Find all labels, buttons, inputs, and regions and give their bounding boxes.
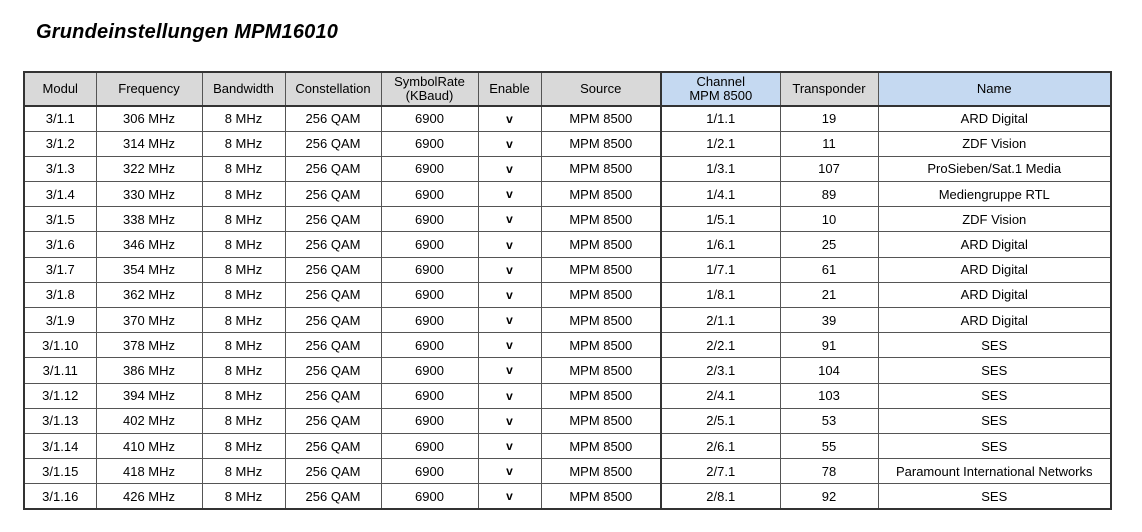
cell-modul: 3/1.7 — [24, 257, 96, 282]
cell-name: SES — [878, 484, 1111, 509]
cell-channel: 1/7.1 — [661, 257, 780, 282]
cell-modul: 3/1.15 — [24, 459, 96, 484]
cell-source: MPM 8500 — [541, 131, 661, 156]
cell-constellation: 256 QAM — [285, 106, 381, 131]
cell-constellation: 256 QAM — [285, 308, 381, 333]
cell-transponder: 11 — [780, 131, 878, 156]
table-row — [24, 282, 1111, 307]
cell-source: MPM 8500 — [541, 182, 661, 207]
cell-name: ARD Digital — [878, 308, 1111, 333]
cell-source: MPM 8500 — [541, 308, 661, 333]
cell-transponder: 39 — [780, 308, 878, 333]
cell-frequency: 362 MHz — [96, 282, 202, 307]
cell-channel: 1/8.1 — [661, 282, 780, 307]
cell-bandwidth: 8 MHz — [202, 131, 285, 156]
cell-symbolrate: 6900 — [381, 182, 478, 207]
cell-channel: 1/2.1 — [661, 131, 780, 156]
cell-name: ZDF Vision — [878, 131, 1111, 156]
cell-symbolrate: 6900 — [381, 232, 478, 257]
table-row — [24, 106, 1111, 131]
table-row — [24, 182, 1111, 207]
cell-modul: 3/1.6 — [24, 232, 96, 257]
cell-constellation: 256 QAM — [285, 484, 381, 509]
cell-enable: v — [478, 484, 541, 509]
cell-channel: 1/4.1 — [661, 182, 780, 207]
cell-channel: 2/8.1 — [661, 484, 780, 509]
cell-frequency: 370 MHz — [96, 308, 202, 333]
cell-source: MPM 8500 — [541, 156, 661, 181]
table-row — [24, 358, 1111, 383]
header-enable: Enable — [478, 72, 541, 106]
cell-transponder: 55 — [780, 433, 878, 458]
cell-transponder: 21 — [780, 282, 878, 307]
cell-frequency: 322 MHz — [96, 156, 202, 181]
cell-constellation: 256 QAM — [285, 207, 381, 232]
header-channel — [661, 72, 780, 106]
cell-frequency: 338 MHz — [96, 207, 202, 232]
cell-symbolrate: 6900 — [381, 358, 478, 383]
cell-transponder: 91 — [780, 333, 878, 358]
header-constellation: Constellation — [285, 72, 381, 106]
cell-name: SES — [878, 383, 1111, 408]
table-row — [24, 383, 1111, 408]
cell-enable: v — [478, 333, 541, 358]
cell-bandwidth: 8 MHz — [202, 484, 285, 509]
cell-name: ARD Digital — [878, 257, 1111, 282]
cell-enable: v — [478, 131, 541, 156]
cell-enable: v — [478, 156, 541, 181]
header-symbolrate — [381, 72, 478, 106]
cell-bandwidth: 8 MHz — [202, 232, 285, 257]
cell-channel: 1/6.1 — [661, 232, 780, 257]
cell-frequency: 378 MHz — [96, 333, 202, 358]
cell-modul: 3/1.12 — [24, 383, 96, 408]
cell-frequency: 418 MHz — [96, 459, 202, 484]
cell-bandwidth: 8 MHz — [202, 282, 285, 307]
cell-source: MPM 8500 — [541, 459, 661, 484]
cell-bandwidth: 8 MHz — [202, 106, 285, 131]
cell-symbolrate: 6900 — [381, 131, 478, 156]
cell-modul: 3/1.13 — [24, 408, 96, 433]
cell-name: ProSieben/Sat.1 Media — [878, 156, 1111, 181]
cell-modul: 3/1.3 — [24, 156, 96, 181]
cell-frequency: 354 MHz — [96, 257, 202, 282]
cell-symbolrate: 6900 — [381, 333, 478, 358]
cell-name: SES — [878, 333, 1111, 358]
table-row — [24, 484, 1111, 509]
cell-channel: 1/1.1 — [661, 106, 780, 131]
cell-modul: 3/1.2 — [24, 131, 96, 156]
header-source: Source — [541, 72, 661, 106]
cell-modul: 3/1.10 — [24, 333, 96, 358]
cell-transponder: 53 — [780, 408, 878, 433]
cell-channel: 2/1.1 — [661, 308, 780, 333]
cell-enable: v — [478, 232, 541, 257]
cell-source: MPM 8500 — [541, 383, 661, 408]
cell-bandwidth: 8 MHz — [202, 459, 285, 484]
header-name: Name — [878, 72, 1111, 106]
cell-transponder: 19 — [780, 106, 878, 131]
cell-modul: 3/1.1 — [24, 106, 96, 131]
cell-constellation: 256 QAM — [285, 358, 381, 383]
cell-modul: 3/1.11 — [24, 358, 96, 383]
cell-source: MPM 8500 — [541, 408, 661, 433]
cell-constellation: 256 QAM — [285, 156, 381, 181]
cell-frequency: 330 MHz — [96, 182, 202, 207]
cell-constellation: 256 QAM — [285, 408, 381, 433]
cell-bandwidth: 8 MHz — [202, 257, 285, 282]
cell-symbolrate: 6900 — [381, 257, 478, 282]
cell-bandwidth: 8 MHz — [202, 433, 285, 458]
cell-bandwidth: 8 MHz — [202, 207, 285, 232]
cell-enable: v — [478, 459, 541, 484]
cell-transponder: 10 — [780, 207, 878, 232]
header-frequency: Frequency — [96, 72, 202, 106]
table-row — [24, 308, 1111, 333]
cell-modul: 3/1.4 — [24, 182, 96, 207]
cell-name: SES — [878, 433, 1111, 458]
cell-enable: v — [478, 383, 541, 408]
cell-channel: 1/3.1 — [661, 156, 780, 181]
cell-name: ARD Digital — [878, 106, 1111, 131]
cell-channel: 2/4.1 — [661, 383, 780, 408]
table-row — [24, 459, 1111, 484]
cell-frequency: 306 MHz — [96, 106, 202, 131]
cell-bandwidth: 8 MHz — [202, 308, 285, 333]
cell-constellation: 256 QAM — [285, 282, 381, 307]
cell-constellation: 256 QAM — [285, 257, 381, 282]
cell-source: MPM 8500 — [541, 106, 661, 131]
cell-symbolrate: 6900 — [381, 484, 478, 509]
cell-transponder: 25 — [780, 232, 878, 257]
cell-symbolrate: 6900 — [381, 408, 478, 433]
cell-source: MPM 8500 — [541, 257, 661, 282]
cell-bandwidth: 8 MHz — [202, 182, 285, 207]
cell-constellation: 256 QAM — [285, 459, 381, 484]
table-row — [24, 156, 1111, 181]
cell-modul: 3/1.5 — [24, 207, 96, 232]
cell-symbolrate: 6900 — [381, 282, 478, 307]
cell-bandwidth: 8 MHz — [202, 333, 285, 358]
settings-table — [23, 71, 1112, 510]
cell-enable: v — [478, 282, 541, 307]
header-symbolrate-line1: SymbolRate — [394, 74, 465, 89]
cell-enable: v — [478, 433, 541, 458]
cell-channel: 2/2.1 — [661, 333, 780, 358]
table-row — [24, 207, 1111, 232]
cell-source: MPM 8500 — [541, 358, 661, 383]
cell-frequency: 386 MHz — [96, 358, 202, 383]
cell-channel: 1/5.1 — [661, 207, 780, 232]
cell-symbolrate: 6900 — [381, 156, 478, 181]
cell-constellation: 256 QAM — [285, 333, 381, 358]
table-row — [24, 333, 1111, 358]
table-row — [24, 232, 1111, 257]
header-bandwidth: Bandwidth — [202, 72, 285, 106]
header-symbolrate-line2: (KBaud) — [405, 88, 454, 103]
cell-enable: v — [478, 207, 541, 232]
cell-channel: 2/5.1 — [661, 408, 780, 433]
cell-constellation: 256 QAM — [285, 182, 381, 207]
cell-name: ZDF Vision — [878, 207, 1111, 232]
cell-transponder: 61 — [780, 257, 878, 282]
cell-constellation: 256 QAM — [285, 383, 381, 408]
cell-enable: v — [478, 358, 541, 383]
cell-transponder: 92 — [780, 484, 878, 509]
cell-transponder: 103 — [780, 383, 878, 408]
cell-enable: v — [478, 308, 541, 333]
cell-frequency: 346 MHz — [96, 232, 202, 257]
cell-bandwidth: 8 MHz — [202, 156, 285, 181]
header-channel-line2: MPM 8500 — [689, 88, 753, 103]
cell-source: MPM 8500 — [541, 484, 661, 509]
table-row — [24, 257, 1111, 282]
cell-modul: 3/1.16 — [24, 484, 96, 509]
cell-source: MPM 8500 — [541, 433, 661, 458]
cell-source: MPM 8500 — [541, 207, 661, 232]
cell-constellation: 256 QAM — [285, 433, 381, 458]
header-modul: Modul — [24, 72, 96, 106]
table-row — [24, 433, 1111, 458]
cell-symbolrate: 6900 — [381, 459, 478, 484]
cell-source: MPM 8500 — [541, 333, 661, 358]
cell-modul: 3/1.9 — [24, 308, 96, 333]
cell-bandwidth: 8 MHz — [202, 383, 285, 408]
cell-enable: v — [478, 106, 541, 131]
cell-modul: 3/1.8 — [24, 282, 96, 307]
cell-frequency: 426 MHz — [96, 484, 202, 509]
cell-constellation: 256 QAM — [285, 232, 381, 257]
cell-frequency: 402 MHz — [96, 408, 202, 433]
cell-bandwidth: 8 MHz — [202, 358, 285, 383]
cell-transponder: 89 — [780, 182, 878, 207]
table-header-row — [24, 72, 1111, 106]
cell-frequency: 410 MHz — [96, 433, 202, 458]
cell-channel: 2/3.1 — [661, 358, 780, 383]
cell-channel: 2/7.1 — [661, 459, 780, 484]
cell-symbolrate: 6900 — [381, 383, 478, 408]
cell-transponder: 107 — [780, 156, 878, 181]
cell-name: ARD Digital — [878, 282, 1111, 307]
cell-frequency: 314 MHz — [96, 131, 202, 156]
header-transponder: Transponder — [780, 72, 878, 106]
cell-source: MPM 8500 — [541, 282, 661, 307]
cell-constellation: 256 QAM — [285, 131, 381, 156]
cell-symbolrate: 6900 — [381, 106, 478, 131]
cell-name: SES — [878, 358, 1111, 383]
cell-symbolrate: 6900 — [381, 308, 478, 333]
cell-transponder: 78 — [780, 459, 878, 484]
cell-bandwidth: 8 MHz — [202, 408, 285, 433]
table-row — [24, 408, 1111, 433]
cell-name: SES — [878, 408, 1111, 433]
cell-modul: 3/1.14 — [24, 433, 96, 458]
cell-enable: v — [478, 408, 541, 433]
cell-symbolrate: 6900 — [381, 433, 478, 458]
table-row — [24, 131, 1111, 156]
cell-name: Mediengruppe RTL — [878, 182, 1111, 207]
cell-channel: 2/6.1 — [661, 433, 780, 458]
header-channel-line1: Channel — [696, 74, 745, 89]
cell-name: ARD Digital — [878, 232, 1111, 257]
cell-frequency: 394 MHz — [96, 383, 202, 408]
cell-name: Paramount International Networks — [878, 459, 1111, 484]
cell-transponder: 104 — [780, 358, 878, 383]
page-title: Grundeinstellungen MPM16010 — [36, 21, 339, 43]
cell-enable: v — [478, 257, 541, 282]
cell-enable: v — [478, 182, 541, 207]
cell-source: MPM 8500 — [541, 232, 661, 257]
cell-symbolrate: 6900 — [381, 207, 478, 232]
